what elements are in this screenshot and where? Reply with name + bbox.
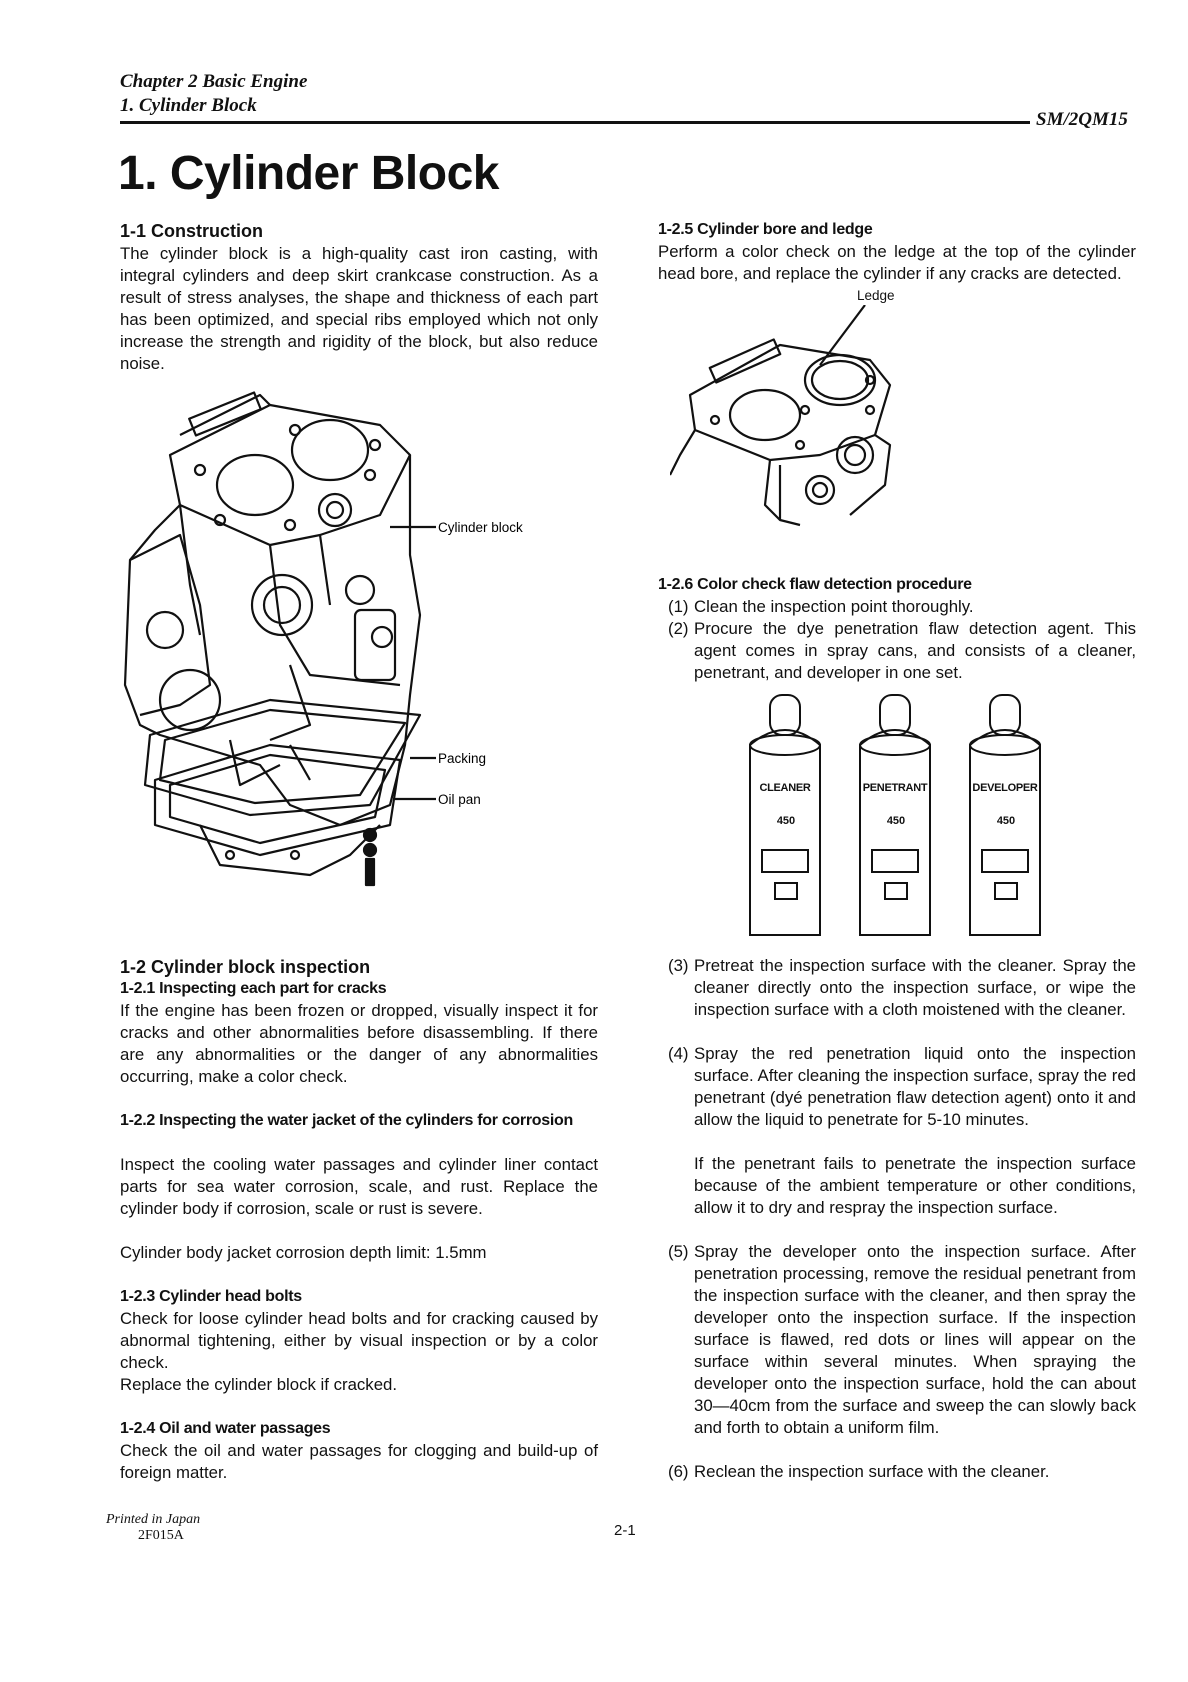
step-2: (2) Procure the dye penetration flaw detection agent. This agent comes in spray cans, and consists of a cleaner, penetrant, and developer in one set.: [668, 619, 1136, 682]
doc-code: SM/2QM15: [1036, 109, 1128, 130]
printed-in: Printed in Japan: [106, 1512, 201, 1527]
para-bore-ledge: Perform a color check on the ledge at the top of the cylinder head bore, and replace the cylinder if any cracks are detected.: [658, 242, 1136, 283]
step-4-note: If the penetrant fails to penetrate the inspection surface because of the ambient temperature or other conditions, allow it to dry and respray the inspection surface.: [694, 1154, 1136, 1217]
corrosion-limit: Cylinder body jacket corrosion depth limit: 1.5mm: [120, 1243, 487, 1262]
can-label-cleaner: CLEANER: [759, 782, 811, 794]
heading-1-2-5: 1-2.5 Cylinder bore and ledge: [658, 221, 873, 238]
section-header: 1. Cylinder Block: [120, 95, 257, 116]
heading-1-2-1: 1-2.1 Inspecting each part for cracks: [120, 980, 387, 997]
bore-2-ledge: [805, 355, 875, 405]
step-5: (5) Spray the developer onto the inspection surface. After penetration processing, remove the residual penetrant from the inspection surface with the cleaner, and then spray the developer onto the inspection surface. If the inspection surface is flawed, red dots or lines will appear on the surface within several minutes. When spraying the developer onto the inspection surface, hold the can about 30—40cm from the surface and sweep the can slowly back and forth to obtain a uniform film.: [668, 1242, 1136, 1437]
cylinder-bore-1: [217, 455, 293, 515]
para-passages: Check the oil and water passages for clogging and build-up of foreign matter.: [120, 1441, 598, 1482]
cylinder-bore-2: [292, 420, 368, 480]
heading-1-2-2: 1-2.2 Inspecting the water jacket of the cylinders for corrosion: [120, 1112, 573, 1129]
label-cylinder-block: Cylinder block: [438, 520, 523, 535]
page-title: 1. Cylinder Block: [118, 147, 499, 200]
step-4: (4) Spray the red penetration liquid onto the inspection surface. After cleaning the inspection surface, spray the red penetrant (dyé penetration flaw detection agent) onto it and allow the liquid to penetrate for 5-10 minutes.: [668, 1044, 1136, 1129]
heading-1-2-4: 1-2.4 Oil and water passages: [120, 1420, 331, 1437]
step-3: (3) Pretreat the inspection surface with the cleaner. Spray the cleaner directly onto the inspection surface, or wipe the inspection surface with a cloth moistened with the cleaner.: [668, 956, 1136, 1019]
heading-1-2-3: 1-2.3 Cylinder head bolts: [120, 1288, 302, 1305]
heading-1-2: 1-2 Cylinder block inspection: [120, 957, 371, 977]
para-cracks: If the engine has been frozen or dropped, visually inspect it for cracks and other abnormalities before disassembling. If there are any abnormalities or the danger of any abnormalities occurring, make a color check.: [120, 1001, 598, 1086]
chapter-header: Chapter 2 Basic Engine: [120, 71, 308, 92]
can-label-developer: DEVELOPER: [972, 782, 1038, 794]
para-replace-block: Replace the cylinder block if cracked.: [120, 1375, 398, 1394]
para-water-jacket: Inspect the cooling water passages and cylinder liner contact parts for sea water corrosion, scale, and rust. Replace the cylinder body if corrosion, scale or rust is severe.: [120, 1155, 598, 1218]
bore-1: [730, 390, 800, 440]
label-oil-pan: Oil pan: [438, 792, 481, 807]
can-size-penetrant: 450: [886, 815, 906, 827]
header-rule: [120, 121, 1030, 124]
page-number: 2-1: [614, 1522, 636, 1539]
spray-cans-figure: [730, 685, 1070, 955]
cylinder-block-figure: [120, 385, 600, 965]
para-construction: The cylinder block is a high-quality cast iron casting, with integral cylinders and deep skirt crankcase construction. As a result of stress analyses, the shape and thickness of each part has been optimized, and special ribs employed which not only increase the strength and rigidity of the block, but also reduce noise.: [120, 244, 598, 373]
ledge-label-text: Ledge: [857, 288, 895, 303]
can-size-developer: 450: [996, 815, 1016, 827]
heading-1-1: 1-1 Construction: [120, 221, 264, 241]
can-size-cleaner: 450: [776, 815, 796, 827]
bore-ledge-figure: [670, 305, 970, 565]
heading-1-2-6: 1-2.6 Color check flaw detection procedure: [658, 576, 972, 593]
step-1: (1) Clean the inspection point thoroughly.: [668, 597, 974, 616]
print-code: 2F015A: [138, 1528, 184, 1543]
label-packing: Packing: [438, 751, 487, 766]
para-head-bolts: Check for loose cylinder head bolts and for cracking caused by abnormal tightening, either by visual inspection or by a color check.: [120, 1309, 598, 1372]
step-6: (6) Reclean the inspection surface with the cleaner.: [668, 1462, 1050, 1481]
can-label-penetrant: PENETRANT: [862, 782, 928, 794]
